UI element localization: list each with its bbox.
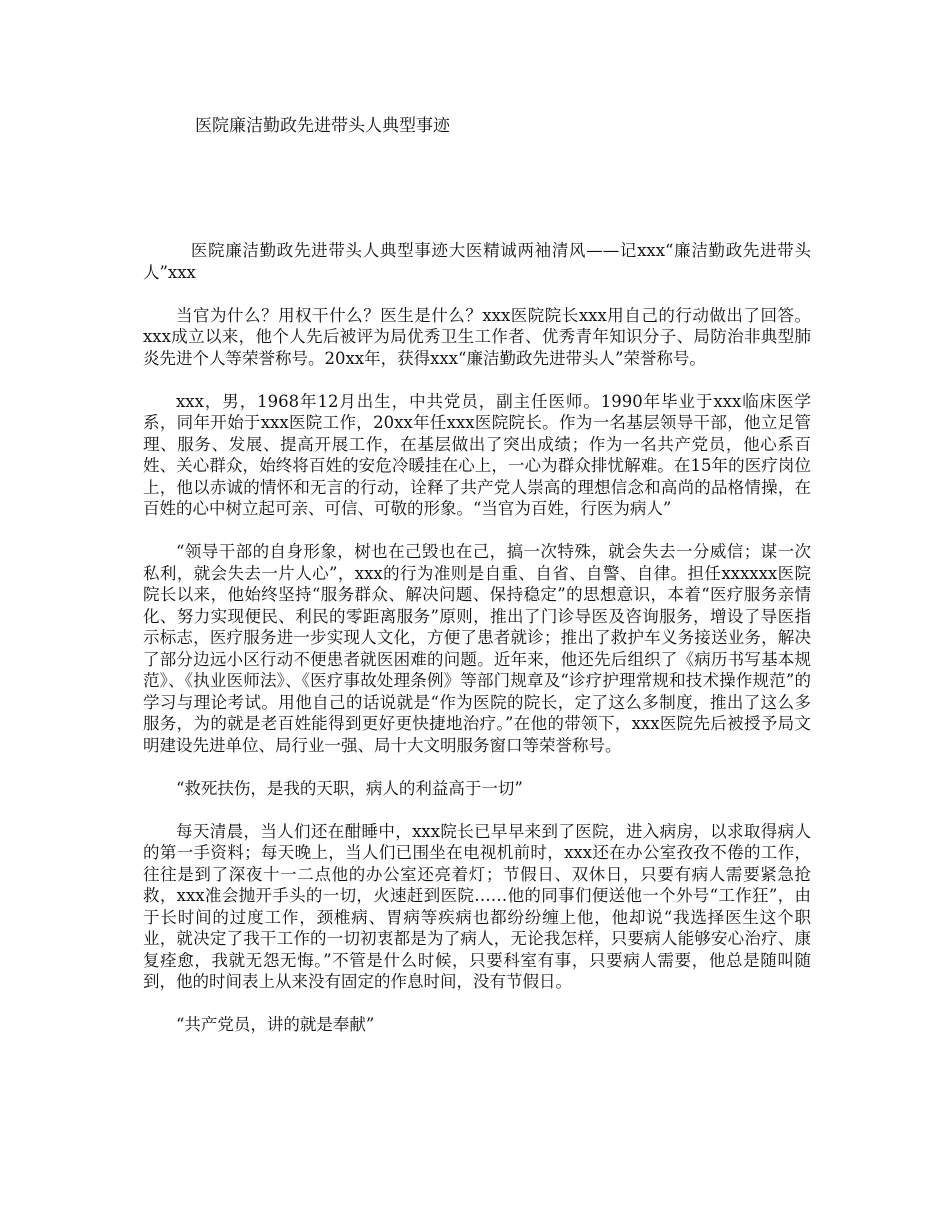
profile-paragraph: xxx，男，1968年12月出生，中共党员，副主任医师。1990年毕业于xxx临床医学系，同年开始于xxx医院工作，20xx年任xxx医院院长。作为一名基层领导干部，他立足管理、服务、发展、提高开展工作，在基层做出了突出成绩；作为一名共产党员，他心系百姓、关心群众，始终将百姓的安危冷暖挂在心上，一心为群众排忧解难。在15年的医疗岗位上，他以赤诚的情怀和无言的行动，诠释了共产党人崇高的理想信念和高尚的品格情操，在百姓的心中树立起可亲、可信、可敬的形象。“当官为百姓，行医为病人” — [143, 391, 811, 518]
principles-paragraph: “领导干部的自身形象，树也在己毁也在己，搞一次特殊，就会失去一分威信；谋一次私利，就会失去一片人心”，xxx的行为准则是自重、自省、自警、自律。担任xxxxxx医院院长以来，他始终坚持“服务群众、解决问题、保持稳定”的思想意识，本着“医疗服务亲情化、努力实现便民、利民的零距离服务”原则，推出了门诊导医及咨询服务，增设了导医指示标志，医疗服务进一步实现人文化，方便了患者就诊；推出了救护车义务接送业务，解决了部分边远小区行动不便患者就医困难的问题。近年来，他还先后组织了《病历书写基本规范》、《执业医师法》、《医疗事故处理条例》等部门规章及“诊疗护理常规和技术操作规范”的学习与理论考试。用他自己的话说就是“作为医院的院长，定了这么多制度，推出了这么多服务，为的就是老百姓能得到更好更快捷地治疗。”在他的带领下，xxx医院先后被授予局文明建设先进单位、局行业一强、局十大文明服务窗口等荣誉称号。 — [143, 542, 811, 755]
intro-paragraph: 当官为什么？用权干什么？医生是什么？xxx医院院长xxx用自己的行动做出了回答。xxx成立以来，他个人先后被评为局优秀卫生工作者、优秀青年知识分子、局防治非典型肺炎先进个人等荣誉称号。20xx年，获得xxx“廉洁勤政先进带头人”荣誉称号。 — [143, 305, 811, 368]
subtitle-paragraph: 医院廉洁勤政先进带头人典型事迹大医精诚两袖清风——记xxx“廉洁勤政先进带头人”xxx — [143, 241, 811, 282]
section-heading-duty: “救死扶伤，是我的天职，病人的利益高于一切” — [176, 778, 523, 798]
document-title: 医院廉洁勤政先进带头人典型事迹 — [195, 116, 450, 136]
document-body — [143, 240, 811, 1057]
dedication-paragraph: 每天清晨，当人们还在酣睡中，xxx院长已早早来到了医院，进入病房，以求取得病人的第一手资料；每天晚上，当人们已围坐在电视机前时，xxx还在办公室孜孜不倦的工作，往往是到了深夜十一二点他的办公室还亮着灯；节假日、双休日，只要有病人需要紧急抢救，xxx准会抛开手头的一切，火速赶到医院……他的同事们便送他一个外号“工作狂”，由于长时间的过度工作，颈椎病、胃病等疾病也都纷纷缠上他，他却说“我选择医生这个职业，就决定了我干工作的一切初衷都是为了病人，无论我怎样，只要病人能够安心治疗、康复痊愈，我就无怨无悔。”不管是什么时候，只要科室有事，只要病人需要，他总是随叫随到，他的时间表上从来没有固定的作息时间，没有节假日。 — [143, 821, 811, 991]
section-heading-devotion: “共产党员，讲的就是奉献” — [176, 1015, 375, 1034]
